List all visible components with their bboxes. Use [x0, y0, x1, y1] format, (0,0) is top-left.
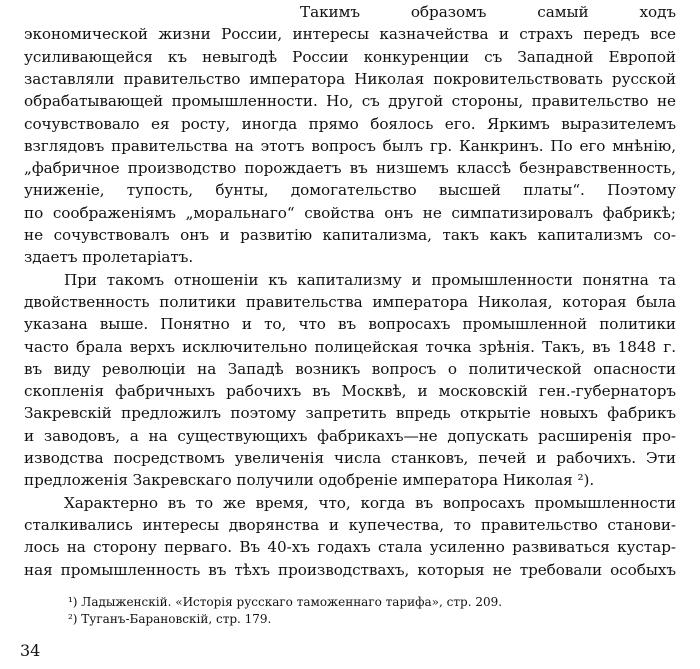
- text-line: сталкивались интересы дворянства и купечества, то правительство станови-: [24, 515, 676, 534]
- footnotes: [68, 594, 668, 628]
- text-line: и заводовъ, а на существующихъ фабрикахъ—не допускать расширенія про-: [24, 426, 676, 445]
- text-line: предложенія Закревскаго получили одобреніе императора Николая ²).: [24, 471, 595, 490]
- text-line: ная промышленность въ тѣхъ производствахъ, которыя не требовали особыхъ: [24, 560, 676, 579]
- text-line: усиливающейся къ невыгодѣ России конкуренции съ Западной Европой: [24, 47, 676, 66]
- text-line: униженіе, тупость, бунты, домогательство высшей платы“. Поэтому: [24, 181, 676, 200]
- text-line: Закревскій предложилъ поэтому запретить впредь открытіе новыхъ фабрикъ: [24, 404, 676, 423]
- text-line: экономической жизни России, интересы казначейства и страхъ передъ все: [24, 25, 676, 44]
- text-line: Характерно въ то же время, что, когда въ вопросахъ промышленности: [64, 493, 676, 512]
- text-line: сочувствовало ея росту, иногда прямо боялось его. Яркимъ выразителемъ: [24, 114, 676, 133]
- page-number: 34: [20, 641, 41, 660]
- text-line: „фабричное производство порождаетъ въ низшемъ классѣ безнравственность,: [24, 159, 676, 178]
- text-line: Такимъ образомъ самый ходъ: [300, 3, 676, 21]
- text-line: лось на сторону перваго. Въ 40-хъ годахъ стала усиленно развиваться кустар-: [24, 538, 676, 557]
- text-line: При такомъ отношеніи къ капитализму и промышленности понятна та: [64, 270, 676, 289]
- footnote-2: ²) Туганъ-Барановскій, стр. 179.: [68, 612, 272, 626]
- text-line: двойственность политики правительства императора Николая, которая была: [24, 292, 676, 311]
- text-line: въ виду революціи на Западѣ возникъ вопросъ о политической опасности: [24, 359, 676, 378]
- text-line: по соображеніямъ „моральнаго“ свойства онъ не симпатизировалъ фабрикѣ;: [24, 203, 676, 222]
- text-line: не сочувствовалъ онъ и развитію капитализма, такъ какъ капитализмъ со-: [24, 226, 676, 244]
- text-line: указана выше. Понятно и то, что въ вопросахъ промышленной политики: [24, 315, 676, 334]
- text-line: здаетъ пролетаріатъ.: [24, 248, 194, 267]
- text-line: изводства посредствомъ увеличенія числа станковъ, печей и рабочихъ. Эти: [24, 449, 676, 467]
- text-line: часто брала верхъ исключительно полицейская точка зрѣнія. Такъ, въ 1848 г.: [24, 337, 676, 356]
- text-line: заставляли правительство императора Николая покровительствовать русской: [24, 69, 676, 88]
- text-line: взглядовъ правительства на этотъ вопросъ былъ гр. Канкринъ. По его мнѣнію,: [24, 136, 676, 155]
- text-line: скопленія фабричныхъ рабочихъ въ Москвѣ, и московскій ген.-губернаторъ: [24, 382, 676, 401]
- text-line: обрабатывающей промышленности. Но, съ другой стороны, правительство не: [24, 92, 676, 111]
- footnote-1: ¹) Ладыженскій. «Исторія русскаго таможеннаго тарифа», стр. 209.: [68, 595, 503, 609]
